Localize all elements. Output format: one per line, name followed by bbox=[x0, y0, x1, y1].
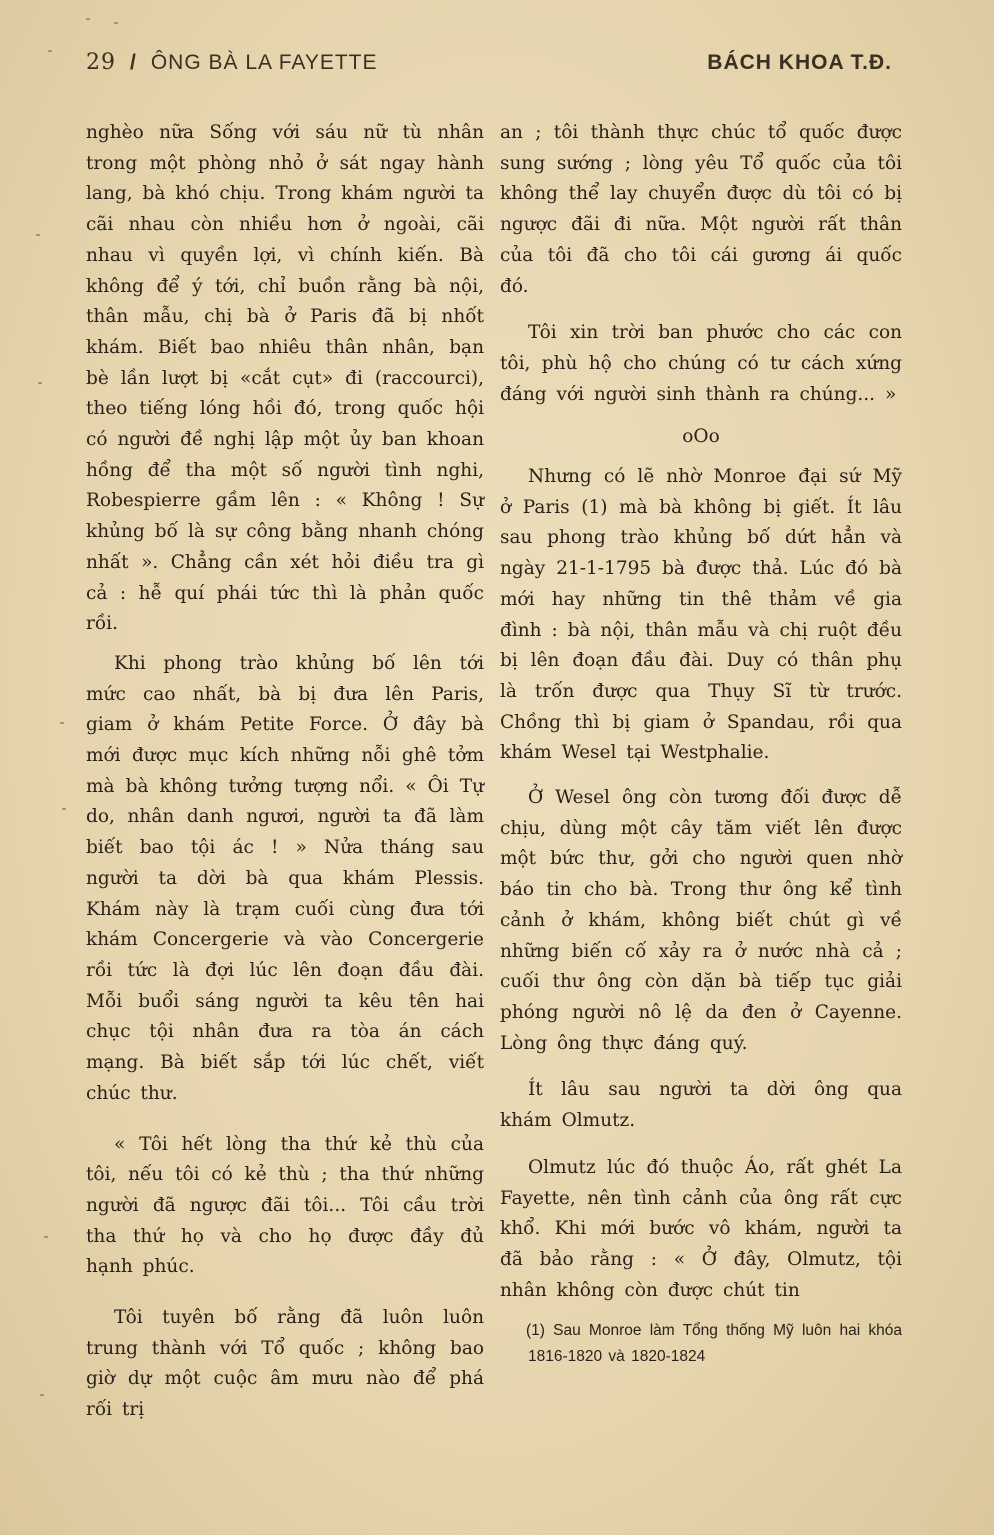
right-column bbox=[500, 118, 902, 1370]
page-number: 29 bbox=[86, 50, 116, 75]
paragraph: Nhưng có lẽ nhờ Monroe đại sứ Mỹ ở Paris (1) mà bà không bị giết. Ít lâu sau phong trào khủng bố dứt hẳn và ngày 21-1-1795 bà được thả. Lúc đó bà mới hay những tin thê thảm về gia đình : bà nội, thân mẫu và chị ruột đều bị lên đoạn đầu đài. Duy có thân phụ là trốn được qua Thụy Sĩ từ trước. Chồng thì bị giam ở Spandau, rồi qua khám Wesel tại Westphalie. bbox=[500, 466, 902, 764]
paragraph: Tôi tuyên bố rằng đã luôn luôn trung thành với Tổ quốc ; không bao giờ dự một cuộc âm mưu nào để phá rối trị bbox=[86, 1307, 484, 1421]
paragraph: Tôi xin trời ban phước cho các con tôi, phù hộ cho chúng có tư cách xứng đáng với người sinh thành ra chúng... » bbox=[500, 322, 902, 405]
footnote: (1) Sau Monroe làm Tổng thống Mỹ luôn hai khóa 1816-1820 và 1820-1824 bbox=[526, 1322, 902, 1366]
paragraph: Ít lâu sau người ta dời ông qua khám Olmutz. bbox=[500, 1079, 902, 1132]
page-header bbox=[86, 50, 892, 75]
section-divider: oOo bbox=[682, 426, 720, 448]
left-column bbox=[86, 118, 484, 1426]
article-title: ÔNG BÀ LA FAYETTE bbox=[150, 51, 378, 74]
paragraph: Ở Wesel ông còn tương đối được dễ chịu, dùng một cây tăm viết lên được một bức thư, gởi cho người quen nhờ báo tin cho bà. Trong thư ông kể tình cảnh ở khám, không biết chút gì về những biến cố xảy ra ở nước nhà cả ; cuối thư ông còn dặn bà tiếp tục giải phóng người nô lệ da đen ở Cayenne. Lòng ông thực đáng quý. bbox=[500, 787, 902, 1054]
paragraph: an ; tôi thành thực chúc tổ quốc được sung sướng ; lòng yêu Tổ quốc của tôi không thể lay chuyển được dù tôi có bị ngược đãi đi nữa. Một người rất thân của tôi đã cho tôi cái gương ái quốc đó. bbox=[500, 122, 902, 297]
paragraph: « Tôi hết lòng tha thứ kẻ thù của tôi, nếu tôi có kẻ thù ; tha thứ những người đã ngược đãi tôi... Tôi cầu trời tha thứ họ và cho họ được đầy đủ hạnh phúc. bbox=[86, 1133, 484, 1278]
paragraph: Khi phong trào khủng bố lên tới mức cao nhất, bà bị đưa lên Paris, giam ở khám Petite Force. Ở đây bà mới được mục kích những nỗi ghê tởm mà bà không tưởng tượng nổi. « Ôi Tự do, nhân danh ngươi, người ta đã làm biết bao tội ác ! » Nửa tháng sau người ta dời bà qua khám Plessis. Khám này là trạm cuối cùng đưa tới khám Concergerie và vào Concergerie rồi tức là đợi lúc lên đoạn đầu đài. Mỗi buổi sáng người ta kêu tên hai chục tội nhân đưa ra tòa án cách mạng. Bà biết sắp tới lúc chết, viết chúc thư. bbox=[86, 652, 484, 1104]
header-left bbox=[86, 50, 378, 75]
header-separator: / bbox=[130, 51, 137, 74]
paragraph: nghèo nữa Sống với sáu nữ tù nhân trong một phòng nhỏ ở sát ngay hành lang, bà khó chịu. Trong khám người ta cãi nhau còn nhiều hơn ở ngoài, cãi nhau vì quyền lợi, vì chính kiến. Bà không để ý tới, chỉ buồn rằng bà nội, thân mẫu, chị bà ở Paris đã bị nhốt khám. Biết bao nhiêu thân nhân, bạn bè lần lượt bị «cắt cụt» đi (raccourci), theo tiếng lóng hồi đó, trong quốc hội có người đề nghị lập một ủy ban khoan hồng để tha một số người tình nghi, Robespierre gầm lên : « Không ! Sự khủng bố là sự công bằng nhanh chóng nhất ». Chẳng cần xét hỏi điều tra gì cả : hễ quí phái tức thì là phản quốc rồi. bbox=[86, 122, 484, 635]
paragraph: Olmutz lúc đó thuộc Áo, rất ghét La Fayette, nên tình cảnh của ông rất cực khổ. Khi mới bước vô khám, người ta đã bảo rằng : « Ở đây, Olmutz, tội nhân không còn được chút tin bbox=[500, 1156, 902, 1301]
publication-name: BÁCH KHOA T.Đ. bbox=[707, 51, 892, 74]
